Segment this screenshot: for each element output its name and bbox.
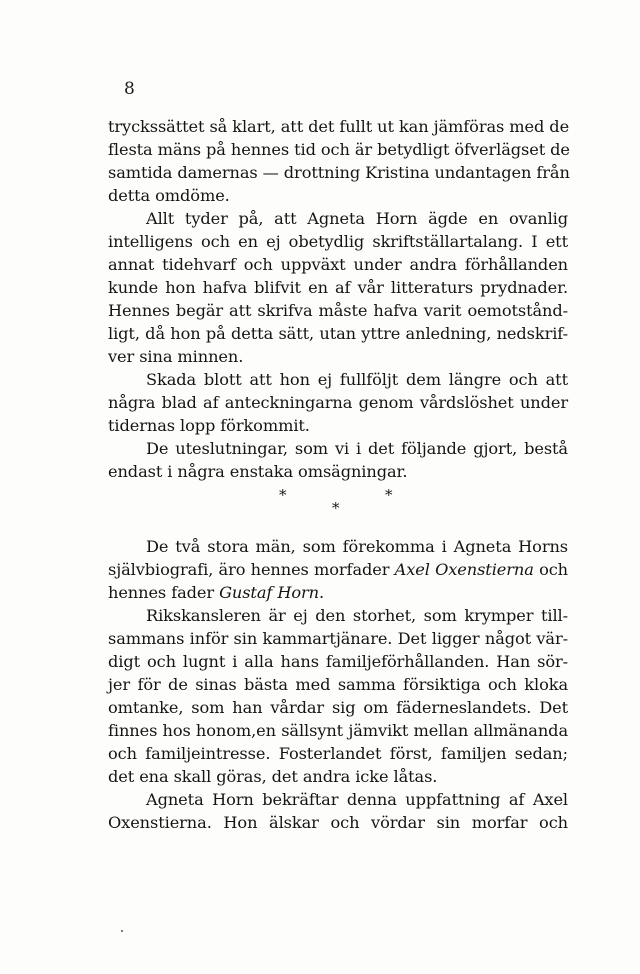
text-line: intelligens och en ej obetydlig skriftställartalang. I ett xyxy=(108,232,568,251)
text-line: De två stora män, som förekomma i Agneta Horns xyxy=(146,537,568,556)
text-line xyxy=(108,558,568,581)
text-line: omtanke, som han vårdar sig om fäderneslandets. Det xyxy=(108,698,568,717)
text-line: endast i några enstaka omsägningar. xyxy=(108,462,408,481)
text-line xyxy=(108,581,568,604)
text-line: några blad af anteckningarna genom vårdslöshet under xyxy=(108,393,568,412)
text-line: ver sina minnen. xyxy=(108,347,244,366)
separator-asterisk: * xyxy=(332,499,340,517)
text-line: detta omdöme. xyxy=(108,186,230,205)
separator-asterisk: * xyxy=(279,486,287,504)
text-segment: . xyxy=(318,583,324,602)
text-line: och familjeintresse. Fosterlandet först, familjen sedan; xyxy=(108,744,568,763)
text-line: digt och lugnt i alla hans familjeförhållanden. Han sör- xyxy=(108,652,568,671)
text-line: Hennes begär att skrifva måste hafva varit oemotstånd- xyxy=(108,301,568,320)
text-line: tryckssättet så klart, att det fullt ut kan jämföras med de xyxy=(108,117,570,136)
text-line: Rikskansleren är ej den storhet, som krymper till- xyxy=(146,606,568,625)
text-line: samtida damernas — drottning Kristina undantagen från xyxy=(108,163,570,182)
text-line: De uteslutningar, som vi i det följande gjort, bestå xyxy=(146,439,568,458)
text-segment: hennes fader xyxy=(108,583,220,602)
text-line: det ena skall göras, det andra icke låtas. xyxy=(108,767,438,786)
text-line: flesta mäns på hennes tid och är betydligt öfverlägset de xyxy=(108,140,570,159)
text-line: kunde hon hafva blifvit en af vår litteraturs prydnader. xyxy=(108,278,568,297)
text-line: tidernas lopp förkommit. xyxy=(108,416,310,435)
text-line: finnes hos honom,en sällsynt jämvikt mellan allmänanda xyxy=(108,721,568,740)
page-number: 8 xyxy=(124,79,135,99)
text-line: Skada blott att hon ej fullföljt dem längre och att xyxy=(146,370,568,389)
text-line: sammans inför sin kammartjänare. Det ligger något vär- xyxy=(108,629,568,648)
text-line: annat tidehvarf och uppväxt under andra förhållanden xyxy=(108,255,568,274)
text-line: Agneta Horn bekräftar denna uppfattning af Axel xyxy=(146,790,568,809)
person-name-axel-oxenstierna: Axel Oxenstierna xyxy=(394,560,534,579)
text-line: ligt, då hon på detta sätt, utan yttre anledning, nedskrif- xyxy=(108,324,568,343)
separator-asterisk: * xyxy=(385,486,393,504)
text-line: Oxenstierna. Hon älskar och vördar sin morfar och xyxy=(108,813,568,832)
text-segment: och xyxy=(533,560,569,579)
text-line: jer för de sinas bästa med samma försiktiga och kloka xyxy=(108,675,568,694)
text-segment: självbiografi, äro hennes morfader xyxy=(108,560,395,579)
paper-speck xyxy=(121,930,123,932)
person-name-gustaf-horn: Gustaf Horn xyxy=(219,583,319,602)
text-line: Allt tyder på, att Agneta Horn ägde en ovanlig xyxy=(146,209,568,228)
